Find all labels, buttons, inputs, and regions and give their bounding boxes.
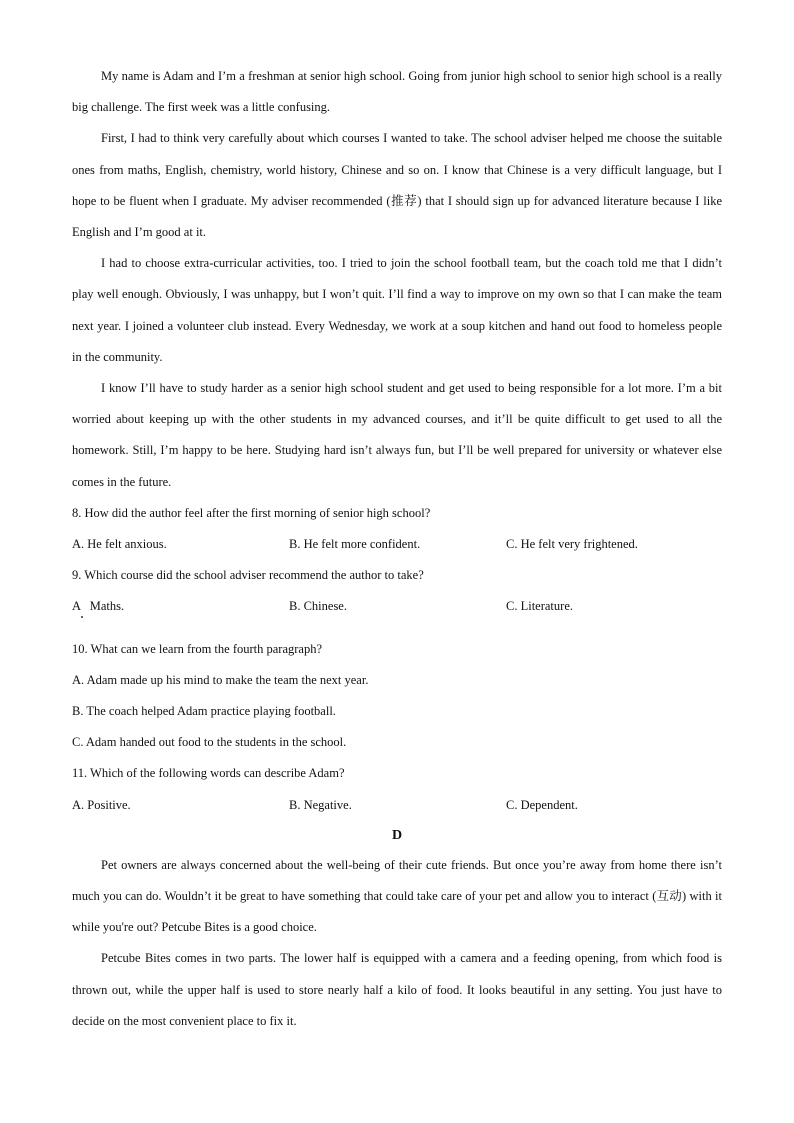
option-9a: A Maths. (72, 599, 125, 614)
option-8b: B. He felt more confident. (289, 537, 421, 552)
question-stem-9: 9. Which course did the school adviser recommend the author to take? (72, 568, 424, 583)
options-row-11 (72, 790, 722, 821)
section-heading: D (391, 827, 403, 843)
question-stem-10: 10. What can we learn from the fourth paragraph? (72, 641, 323, 656)
option-9b: B. Chinese. (289, 599, 347, 614)
passage-paragraph: My name is Adam and I’m a freshman at senior high school. Going from junior high school to senior high school is a really big challenge. The first week was a little confusing. (72, 69, 722, 115)
option-9c: C. Literature. (506, 599, 573, 614)
options-row-9 (72, 591, 722, 622)
question-stem-11: 11. Which of the following words can describe Adam? (72, 766, 345, 781)
passage-paragraph: I had to choose extra-curricular activities, too. I tried to join the school football team, but the coach told me that I didn’t play well enough. Obviously, I was unhappy, but I won’t quit. I’ll find a way to improve on my own so that I can make the team next year. I joined a volunteer club instead. Every Wednesday, we work at a soup kitchen and hand out food to homeless people in the community. (72, 256, 722, 364)
option-10a: A. Adam made up his mind to make the team the next year. (72, 672, 369, 687)
options-row-8 (72, 529, 722, 560)
passage-paragraph: First, I had to think very carefully about which courses I wanted to take. The school adviser helped me choose the suitable ones from maths, English, chemistry, world history, Chinese and so on. I know that Chinese is a very difficult language, but I hope to be fluent when I graduate. My adviser recommended (推荐) that I should sign up for advanced literature because I like English and I’m good at it. (72, 131, 722, 240)
option-10c: C. Adam handed out food to the students in the school. (72, 735, 347, 750)
document-page (72, 61, 722, 1037)
option-11a: A. Positive. (72, 797, 131, 812)
section-d-paragraph: Petcube Bites comes in two parts. The lower half is equipped with a camera and a feeding opening, from which food is thrown out, while the upper half is used to store nearly half a kilo of food. It looks beautiful in any setting. You just have to decide on the most convenient place to fix it. (72, 951, 722, 1028)
option-8c: C. He felt very frightened. (506, 537, 638, 552)
speck-mark (81, 616, 83, 618)
spacer (72, 623, 722, 634)
section-d-paragraph: Pet owners are always concerned about the well-being of their cute friends. But once you’re away from home there isn’t much you can do. Wouldn’t it be great to have something that could take care of your pet and allow you to interact (互动) with it while you're out? Petcube Bites is a good choice. (72, 857, 722, 935)
passage-paragraph: I know I’ll have to study harder as a senior high school student and get used to being responsible for a lot more. I’m a bit worried about keeping up with the other students in my advanced courses, and it’ll be quite difficult to get used to all the homework. Still, I’m happy to be here. Studying hard isn’t always fun, but I’ll be well prepared for university or whatever else comes in the future. (72, 381, 722, 489)
question-stem-8: 8. How did the author feel after the first morning of senior high school? (72, 505, 431, 520)
option-11c: C. Dependent. (506, 797, 578, 812)
option-11b: B. Negative. (289, 797, 352, 812)
option-8a: A. He felt anxious. (72, 537, 167, 552)
option-10b: B. The coach helped Adam practice playing football. (72, 704, 336, 719)
